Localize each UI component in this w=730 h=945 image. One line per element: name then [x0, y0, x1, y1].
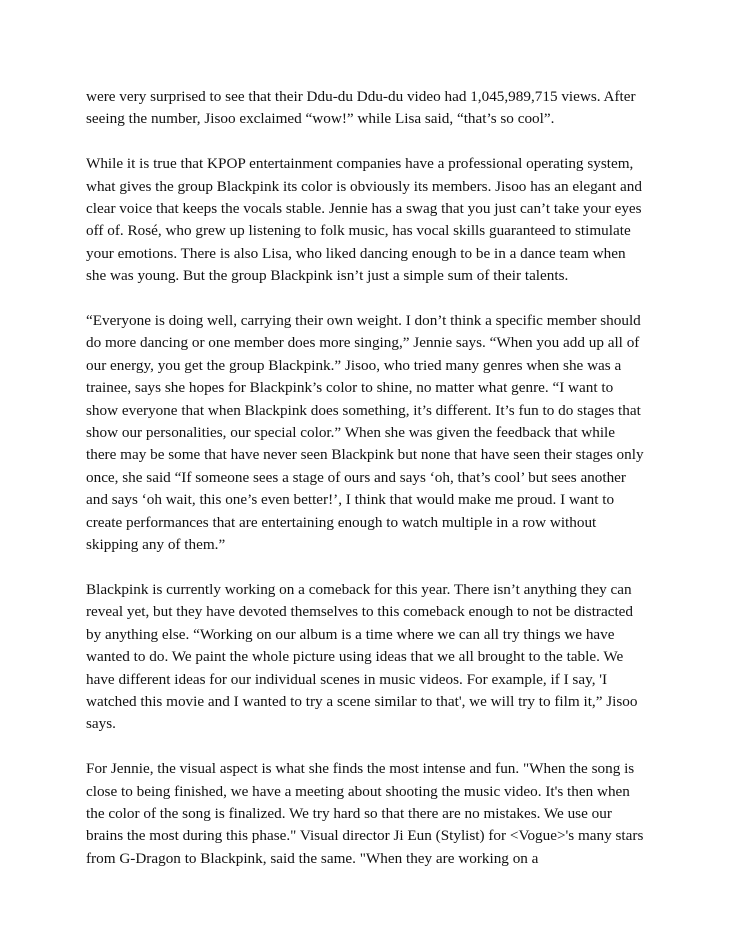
- paragraph-5: For Jennie, the visual aspect is what she finds the most intense and fun. "When the song is close to being finished, we have a meeting about shooting the music video. It's then when the color of the song is finalized. We try hard so that there are no mistakes. We use our brains the most during this phase." Visual director Ji Eun (Stylist) for <Vogue>'s many stars from G-Dragon to Blackpink, said the same. "When they are working on a: [86, 760, 644, 867]
- paragraph-2: While it is true that KPOP entertainment companies have a professional operating system, what gives the group Blackpink its color is obviously its members. Jisoo has an elegant and clear voice that keeps the vocals stable. Jennie has a swag that you just can’t take your eyes off of. Rosé, who grew up listening to folk music, has vocal skills guaranteed to stimulate your emotions. There is also Lisa, who liked dancing enough to be in a dance team when she was young. But the group Blackpink isn’t just a simple sum of their talents.: [86, 155, 642, 285]
- paragraph-4: Blackpink is currently working on a comeback for this year. There isn’t anything they can reveal yet, but they have devoted themselves to this comeback enough to not be distracted by anything else. “Working on our album is a time where we can all try things we have wanted to do. We paint the whole picture using ideas that we all brought to the table. We have different ideas for our individual scenes in music videos. For example, if I say, 'I watched this movie and I wanted to try a scene similar to that', we will try to film it,” Jisoo says.: [86, 580, 638, 733]
- paragraph-3: “Everyone is doing well, carrying their own weight. I don’t think a specific member should do more dancing or one member does more singing,” Jennie says. “When you add up all of our energy, you get the group Blackpink.” Jisoo, who tried many genres when she was a trainee, says she hopes for Blackpink’s color to shine, no matter what genre. “I want to show everyone that when Blackpink does something, it’s different. It’s fun to do stages that show our personalities, our special color.” When she was given the feedback that while there may be some that have never seen Blackpink but none that have seen their stages only once, she said “If someone sees a stage of ours and says ‘oh, that’s cool’ but sees another and says ‘oh wait, this one’s even better!’, I think that would make me proud. I want to create performances that are entertaining enough to watch multiple in a row without skipping any of them.”: [86, 312, 644, 554]
- paragraph-1: were very surprised to see that their Ddu-du Ddu-du video had 1,045,989,715 views. After seeing the number, Jisoo exclaimed “wow!” while Lisa said, “that’s so cool”.: [86, 88, 636, 128]
- document-page: [86, 86, 646, 893]
